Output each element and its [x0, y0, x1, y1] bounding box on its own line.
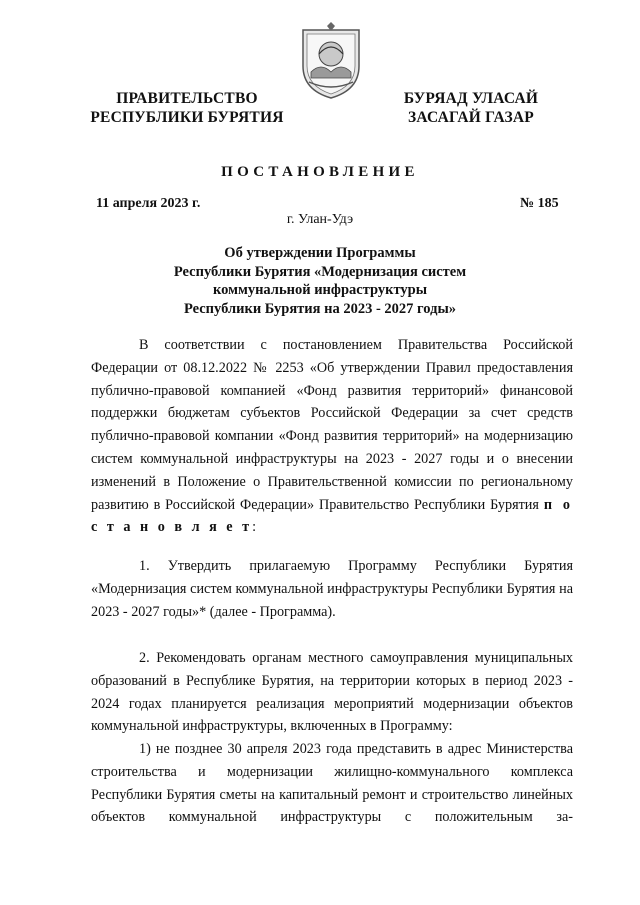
- document-title: ПОСТАНОВЛЕНИЕ: [221, 164, 419, 180]
- decree-word: п о с т а н о в л я е т: [91, 496, 574, 536]
- item-2-1-paragraph: [91, 738, 573, 829]
- document-date: 11 апреля 2023 г.: [96, 196, 201, 211]
- preamble-paragraph: [91, 334, 573, 539]
- decree-colon: :: [252, 519, 257, 536]
- item-2-text: 2. Рекомендовать органам местного самоуправления муниципальных образований в Республике Бурятия, на территории которых в период 2023 - 2024 годах планируется реализация мероприятий модернизации объектов коммунальной инфраструктуры, включенных в Программу:: [91, 650, 573, 735]
- subject-line: Об утверждении Программы: [224, 245, 416, 261]
- coat-of-arms-emblem: [297, 22, 365, 100]
- item-2-paragraph: [91, 647, 573, 738]
- item-1-paragraph: [91, 555, 573, 623]
- item-2-1-text: 1) не позднее 30 апреля 2023 года представить в адрес Министерства строительства и модернизации жилищно-коммунального комплекса Республики Бурятия сметы на капитальный ремонт и строительство линейных объектов коммунальной инфраструктуры с положительным за-: [91, 741, 573, 826]
- government-name-russian: [82, 89, 292, 127]
- subject-line: Республики Бурятия на 2023 - 2027 годы»: [183, 300, 457, 317]
- preamble-text: В соответствии с постановлением Правительства Российской Федерации от 08.12.2022 № 2253 «Об утверждении Правил предоставления публично-правовой компанией «Фонд развития территорий» финансовой поддержки бюджетам субъектов Российской Федерации за счет средств публично-правовой компании «Фонд развития территорий» на модернизацию систем коммунальной инфраструктуры на 2023 - 2027 годы и о внесении изменений в Положение о Правительственной комиссии по региональному развитию в Российской Федерации» Правительство Республики Бурятия: [91, 337, 573, 513]
- government-name-buryat: [396, 89, 546, 127]
- header-left-line2: РЕСПУБЛИКИ БУРЯТИЯ: [90, 109, 284, 126]
- header-right-line1: БУРЯАД УЛАСАЙ: [403, 90, 539, 107]
- document-number: № 185: [520, 196, 559, 211]
- header-right-line2: ЗАСАГАЙ ГАЗАР: [408, 109, 534, 126]
- document-subject: [100, 244, 540, 318]
- document-city: г. Улан-Удэ: [286, 212, 354, 227]
- item-1-text: 1. Утвердить прилагаемую Программу Республики Бурятия «Модернизация систем коммунальной инфраструктуры Республики Бурятия на 2023 - 2027 годы»* (далее - Программа).: [91, 558, 573, 620]
- subject-line: Республики Бурятия «Модернизация систем: [173, 263, 467, 280]
- subject-line: коммунальной инфраструктуры: [212, 282, 428, 298]
- header-left-line1: ПРАВИТЕЛЬСТВО: [116, 90, 258, 107]
